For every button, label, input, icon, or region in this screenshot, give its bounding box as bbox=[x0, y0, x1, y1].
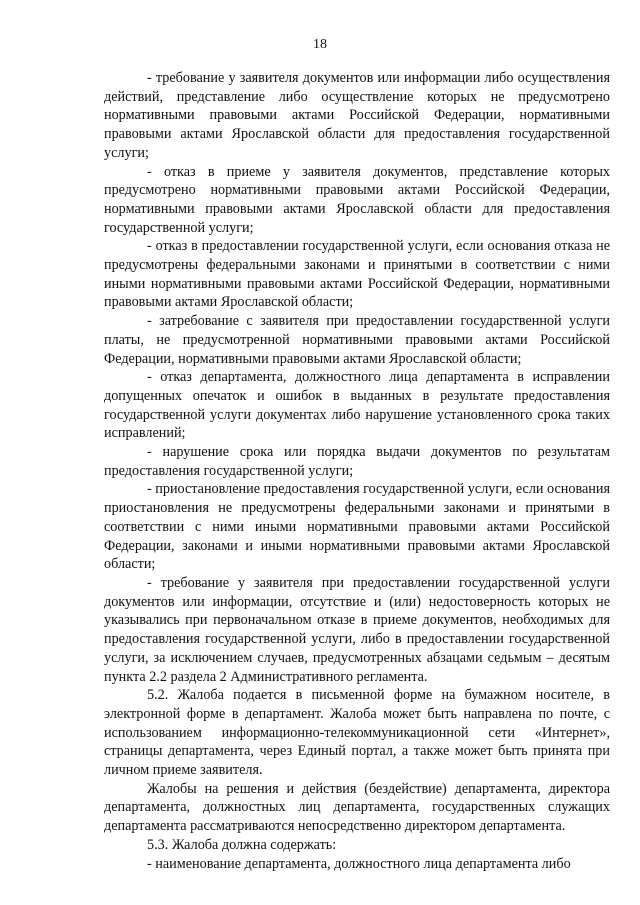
paragraph-1: - требование у заявителя документов или информации либо осуществления действий, представление либо осуществление которых не предусмотрено нормативными правовыми актами Российской Федерации, нормативными правовыми актами Ярославской области для предоставления государственной услуги; bbox=[104, 70, 610, 161]
paragraph-3: - отказ в предоставлении государственной услуги, если основания отказа не предусмотрены федеральными законами и принятыми в соответствии с ними иными нормативными правовыми актами Российской Федерации, нормативными правовыми актами Ярославской области; bbox=[104, 238, 610, 311]
paragraph-10: Жалобы на решения и действия (бездействие) департамента, директора департамента, должностных лиц департамента, государственных служащих департамента рассматриваются непосредственно директором департамента. bbox=[104, 780, 610, 835]
paragraph-5: - отказ департамента, должностного лица департамента в исправлении допущенных опечаток и ошибок в выданных в результате предоставления государственной услуги документах либо нарушение установленного срока таких исправлений; bbox=[104, 369, 610, 442]
paragraph-11: 5.3. Жалоба должна содержать: bbox=[147, 836, 337, 853]
page-number: 18 bbox=[313, 37, 327, 52]
paragraph-4: - затребование с заявителя при предоставлении государственной услуги платы, не предусмотренной нормативными правовыми актами Российской Федерации, нормативными правовыми актами Ярославской области; bbox=[104, 313, 610, 367]
paragraph-9: 5.2. Жалоба подается в письменной форме на бумажном носителе, в электронной форме в департамент. Жалоба может быть направлена по почте, с использованием информационно-телекоммуникационной сети «Интернет», страницы департамента, через Единый портал, а также может быть принята при личном приеме заявителя. bbox=[104, 687, 610, 779]
paragraph-12: - наименование департамента, должностного лица департамента либо bbox=[147, 855, 571, 872]
paragraph-8: - требование у заявителя при предоставлении государственной услуги документов или информации, отсутствие и (или) недостоверность которых не указывались при первоначальном отказе в приеме документов, необходимых для предоставления государственной услуги, либо в предоставлении государственной услуги, за исключением случаев, предусмотренных абзацами седьмым – десятым пункта 2.2 раздела 2 Административного регламента. bbox=[104, 574, 610, 685]
paragraph-2: - отказ в приеме у заявителя документов, представление которых предусмотрено нормативными правовыми актами Российской Федерации, нормативными правовыми актами Ярославской области для предоставления государственной услуги; bbox=[104, 163, 610, 236]
paragraph-7: - приостановление предоставления государственной услуги, если основания приостановления не предусмотрены федеральными законами и принятыми в соответствии с ними иными нормативными правовыми актами Российской Федерации, законами и иными нормативными правовыми актами Ярославской области; bbox=[104, 481, 610, 573]
document-body bbox=[104, 69, 610, 873]
paragraph-6: - нарушение срока или порядка выдачи документов по результатам предоставления государственной услуги; bbox=[104, 444, 610, 479]
